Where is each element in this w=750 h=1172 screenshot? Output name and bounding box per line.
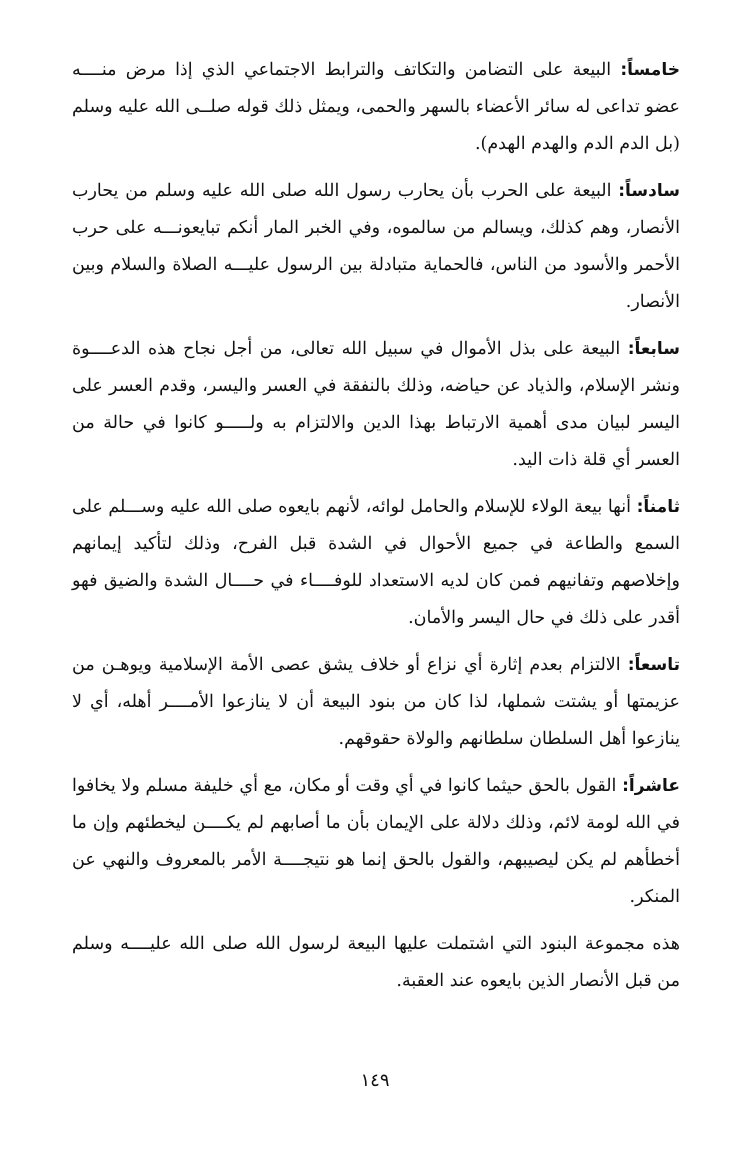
- closing-paragraph: هذه مجموعة البنود التي اشتملت عليها البيعة لرسول الله صلى الله عليــــه وسلم من قبل الأنصار الذين بايعوه عند العقبة.: [72, 934, 680, 991]
- clause-fifth: [72, 52, 680, 163]
- clause-ninth: [72, 647, 680, 758]
- clause-seventh: [72, 331, 680, 479]
- clause-label: ثامناً:: [636, 497, 680, 517]
- clause-label: تاسعاً:: [627, 655, 680, 675]
- clause-text: البيعة على التضامن والتكاتف والترابط الاجتماعي الذي إذا مرض منــــه عضو تداعى له سائر الأعضاء بالسهر والحمى، ويمثل ذلك قوله صلــى الله عليه وسلم (بل الدم الدم والهدم الهدم).: [72, 60, 680, 154]
- clause-label: عاشراً:: [622, 776, 680, 796]
- clause-tenth: [72, 768, 680, 916]
- clause-text: الالتزام بعدم إثارة أي نزاع أو خلاف يشق عصى الأمة الإسلامية ويوهـن من عزيمتها أو يشتت شملها، لذا كان من بنود البيعة أن لا ينازعوا الأمــــر أهله، أي لا ينازعوا أهل السلطان سلطانهم والولاة حقوقهم.: [72, 655, 680, 749]
- clause-label: خامساً:: [620, 60, 680, 80]
- clause-eighth: [72, 489, 680, 637]
- clause-text: البيعة على الحرب بأن يحارب رسول الله صلى الله عليه وسلم من يحارب الأنصار، وهم كذلك، ويسالم من سالموه، وفي الخبر المار أنكم تبايعونـــه على حرب الأحمر والأسود من الناس، فالحماية متبادلة بين الرسول عليـــه الصلاة والسلام وبين الأنصار.: [72, 181, 680, 312]
- clause-text: القول بالحق حيثما كانوا في أي وقت أو مكان، مع أي خليفة مسلم ولا يخافوا في الله لومة لائم، وذلك دلالة على الإيمان بأن ما أصابهم لم يكــــن ليخطئهم وإن ما أخطأهم لم يكن ليصيبهم، والقول بالحق إنما هو نتيجــــة الأمر بالمعروف والنهي عن المنكر.: [72, 776, 680, 907]
- clause-text: أنها بيعة الولاء للإسلام والحامل لوائه، لأنهم بايعوه صلى الله عليه وســـلم على السمع والطاعة في جميع الأحوال في الشدة قبل الفرح، وذلك لتأكيد إيمانهم وإخلاصهم وتفانيهم فمن كان لديه الاستعداد للوفــــاء في حــــال الشدة والضيق فهو أقدر على ذلك في حال اليسر والأمان.: [72, 497, 680, 628]
- clause-sixth: [72, 173, 680, 321]
- clause-text: البيعة على بذل الأموال في سبيل الله تعالى، من أجل نجاح هذه الدعــــوة ونشر الإسلام، والذياد عن حياضه، وذلك بالنفقة في العسر واليسر، وقدم العسر على اليسر لبيان مدى أهمية الارتباط بهذا الدين والالتزام به ولـــــو كانوا في حالة من العسر أي قلة ذات اليد.: [72, 339, 680, 470]
- page-number: ١٤٩: [360, 1070, 390, 1091]
- clause-label: سابعاً:: [627, 339, 680, 359]
- page-body: [72, 52, 680, 1000]
- clause-label: سادساً:: [618, 181, 680, 201]
